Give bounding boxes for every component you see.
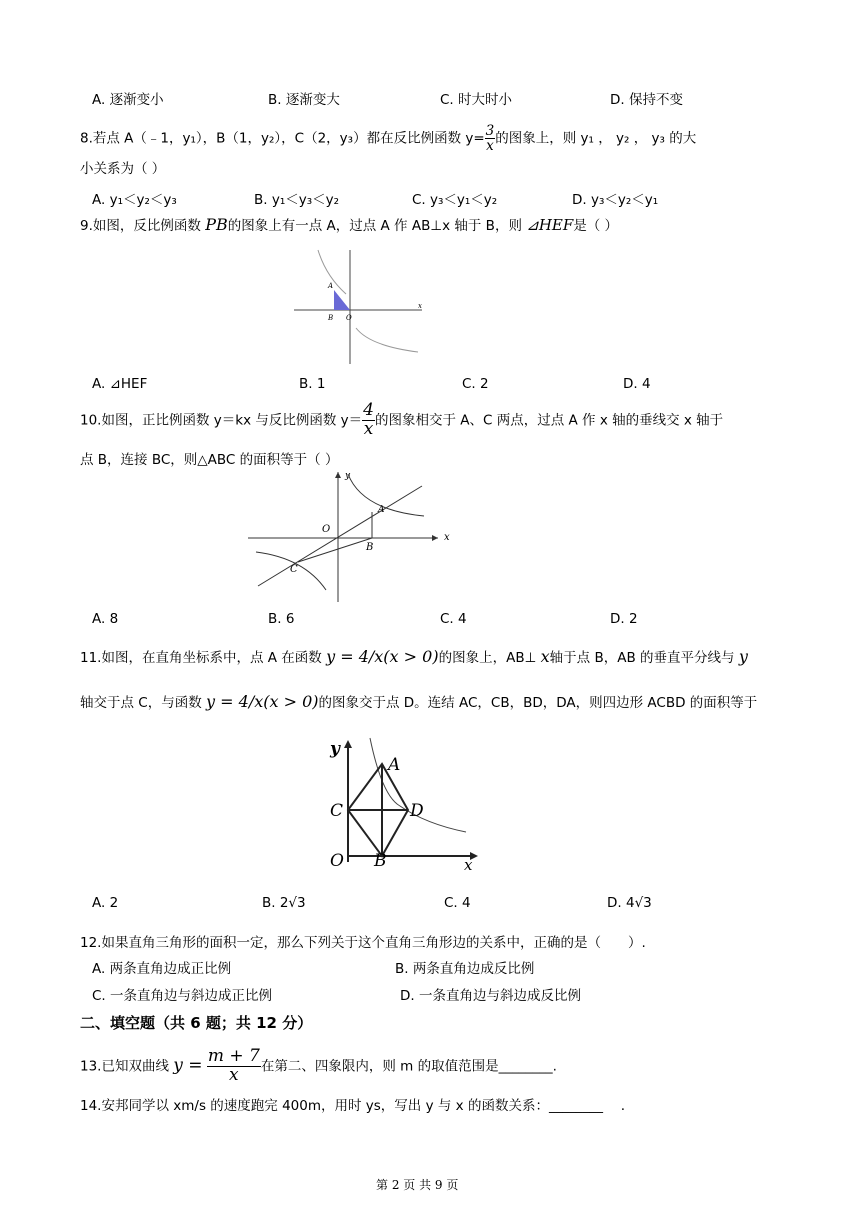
q10-option-d: D. 2: [610, 611, 638, 627]
q11-var-x: x: [540, 647, 550, 666]
q11-option-d: D. 4√3: [607, 895, 652, 911]
q12-option-c: C. 一条直角边与斜边成正比例: [92, 988, 273, 1004]
q9-expr-pb: PB: [205, 215, 228, 234]
q11-stem-line2: 轴交于点 C，与函数 y = 4/x(x > 0)的图象交于点 D。连结 AC，CB，BD，DA，则四边形 ACBD 的面积等于: [80, 692, 758, 711]
q10-fraction: $\frac{4}{x}$: [363, 400, 374, 439]
q9-label-x: x: [418, 302, 422, 310]
q8-option-b: B. y₁＜y₃＜y₂: [254, 192, 340, 208]
q11-var-y: y: [738, 647, 748, 666]
q11-label-d: D: [410, 801, 424, 821]
q13-func-y: y =: [173, 1055, 203, 1076]
q9-figure: [290, 246, 430, 366]
q10-label-c: C: [290, 564, 298, 575]
q8-stem-b: 的图象上，则 y₁ ， y₂ ， y₃ 的大: [495, 130, 697, 147]
q10-stem-line1: 10.如图，正比例函数 y＝kx 与反比例函数 y＝ $\frac{4}{x}$ 的图象相交于 A、C 两点，过点 A 作 x 轴的垂线交 x 轴于: [80, 400, 724, 439]
q8-option-c: C. y₃＜y₁＜y₂: [412, 192, 498, 208]
q11-label-b: B: [374, 851, 387, 871]
q8-stem-line2: 小关系为（ ）: [80, 161, 166, 177]
q12-option-a: A. 两条直角边成正比例: [92, 961, 232, 977]
q9-expr-hef: ⊿HEF: [526, 216, 574, 234]
q8-fraction: $\frac{3}{x}$: [485, 123, 495, 155]
q8-option-a: A. y₁＜y₂＜y₃: [92, 192, 177, 208]
q13-stem: 13.已知双曲线 y = $\frac{m + 7}{x}$ 在第二、四象限内，则 m 的取值范围是________.: [80, 1046, 557, 1085]
q11-label-o: O: [330, 851, 344, 871]
q9-option-b: B. 1: [299, 376, 326, 392]
q10-label-o: O: [322, 524, 331, 535]
q8-option-d: D. y₃＜y₂＜y₁: [572, 192, 659, 208]
q9-curve-branch-right: [356, 328, 418, 352]
q10-line-y-kx: [258, 486, 422, 586]
q9-label-o: O: [346, 314, 352, 322]
q10-label-b: B: [366, 542, 374, 553]
q7-option-c: C. 时大时小: [440, 92, 513, 108]
q9-option-d: D. 4: [623, 376, 651, 392]
q10-curve-first-quadrant: [348, 474, 424, 516]
q12-option-d: D. 一条直角边与斜边成反比例: [400, 988, 581, 1004]
q13-fraction: $\frac{m + 7}{x}$: [207, 1046, 260, 1085]
q7-option-b: B. 逐渐变大: [268, 92, 340, 108]
q9-stem: 9.如图，反比例函数 PB的图象上有一点 A，过点 A 作 AB⊥x 轴于 B，则 ⊿HEF是（ ）: [80, 215, 619, 234]
q7-option-a: A. 逐渐变小: [92, 92, 164, 108]
q9-option-c: C. 2: [462, 376, 489, 392]
q11-option-c: C. 4: [444, 895, 471, 911]
q8-stem-a: 8.若点 A（﹣1，y₁），B（1，y₂），C（2，y₃）都在反比例函数 y=: [80, 130, 485, 147]
q10-option-b: B. 6: [268, 611, 295, 627]
q11-label-x: x: [464, 856, 473, 872]
q10-figure: [244, 466, 460, 606]
q10-label-x: x: [444, 532, 450, 543]
q11-stem-line1: 11.如图，在直角坐标系中，点 A 在函数 y = 4/x(x > 0)的图象上，AB⊥ x轴于点 B，AB 的垂直平分线与 y: [80, 647, 748, 666]
q11-figure: [326, 736, 486, 872]
q11-label-a: A: [388, 755, 401, 775]
page-footer: 第 2 页 共 9 页: [376, 1178, 459, 1192]
q9-label-b: B: [328, 314, 334, 322]
q9-shaded-triangle: [334, 290, 350, 310]
q11-func-1: y = 4/x(x > 0): [326, 647, 439, 666]
q11-label-c: C: [330, 801, 344, 821]
q11-func-2: y = 4/x(x > 0): [206, 692, 319, 711]
q10-label-a: A: [378, 505, 385, 515]
q14-stem: 14.安邦同学以 xm/s 的速度跑完 400m，用时 ys，写出 y 与 x 的函数关系：________ .: [80, 1098, 626, 1114]
q10-segment-bc: [298, 538, 372, 562]
q11-option-a: A. 2: [92, 895, 119, 911]
q7-option-d: D. 保持不变: [610, 92, 683, 108]
q9-label-a: A: [328, 282, 334, 290]
q10-label-y: y: [345, 471, 351, 481]
q11-option-b: B. 2√3: [262, 895, 306, 911]
q10-option-c: C. 4: [440, 611, 467, 627]
q10-stem-line2: 点 B，连接 BC，则△ABC 的面积等于（ ）: [80, 452, 339, 468]
q10-option-a: A. 8: [92, 611, 119, 627]
q12-option-b: B. 两条直角边成反比例: [395, 961, 535, 977]
q11-label-y: y: [330, 739, 340, 759]
q8-stem-line1: [80, 124, 696, 153]
q12-stem: 12.如果直角三角形的面积一定，那么下列关于这个直角三角形边的关系中，正确的是（ ）.: [80, 935, 646, 951]
q9-option-a: A. ⊿HEF: [92, 376, 148, 392]
section-title: 二、填空题（共 6 题；共 12 分）: [80, 1014, 313, 1032]
